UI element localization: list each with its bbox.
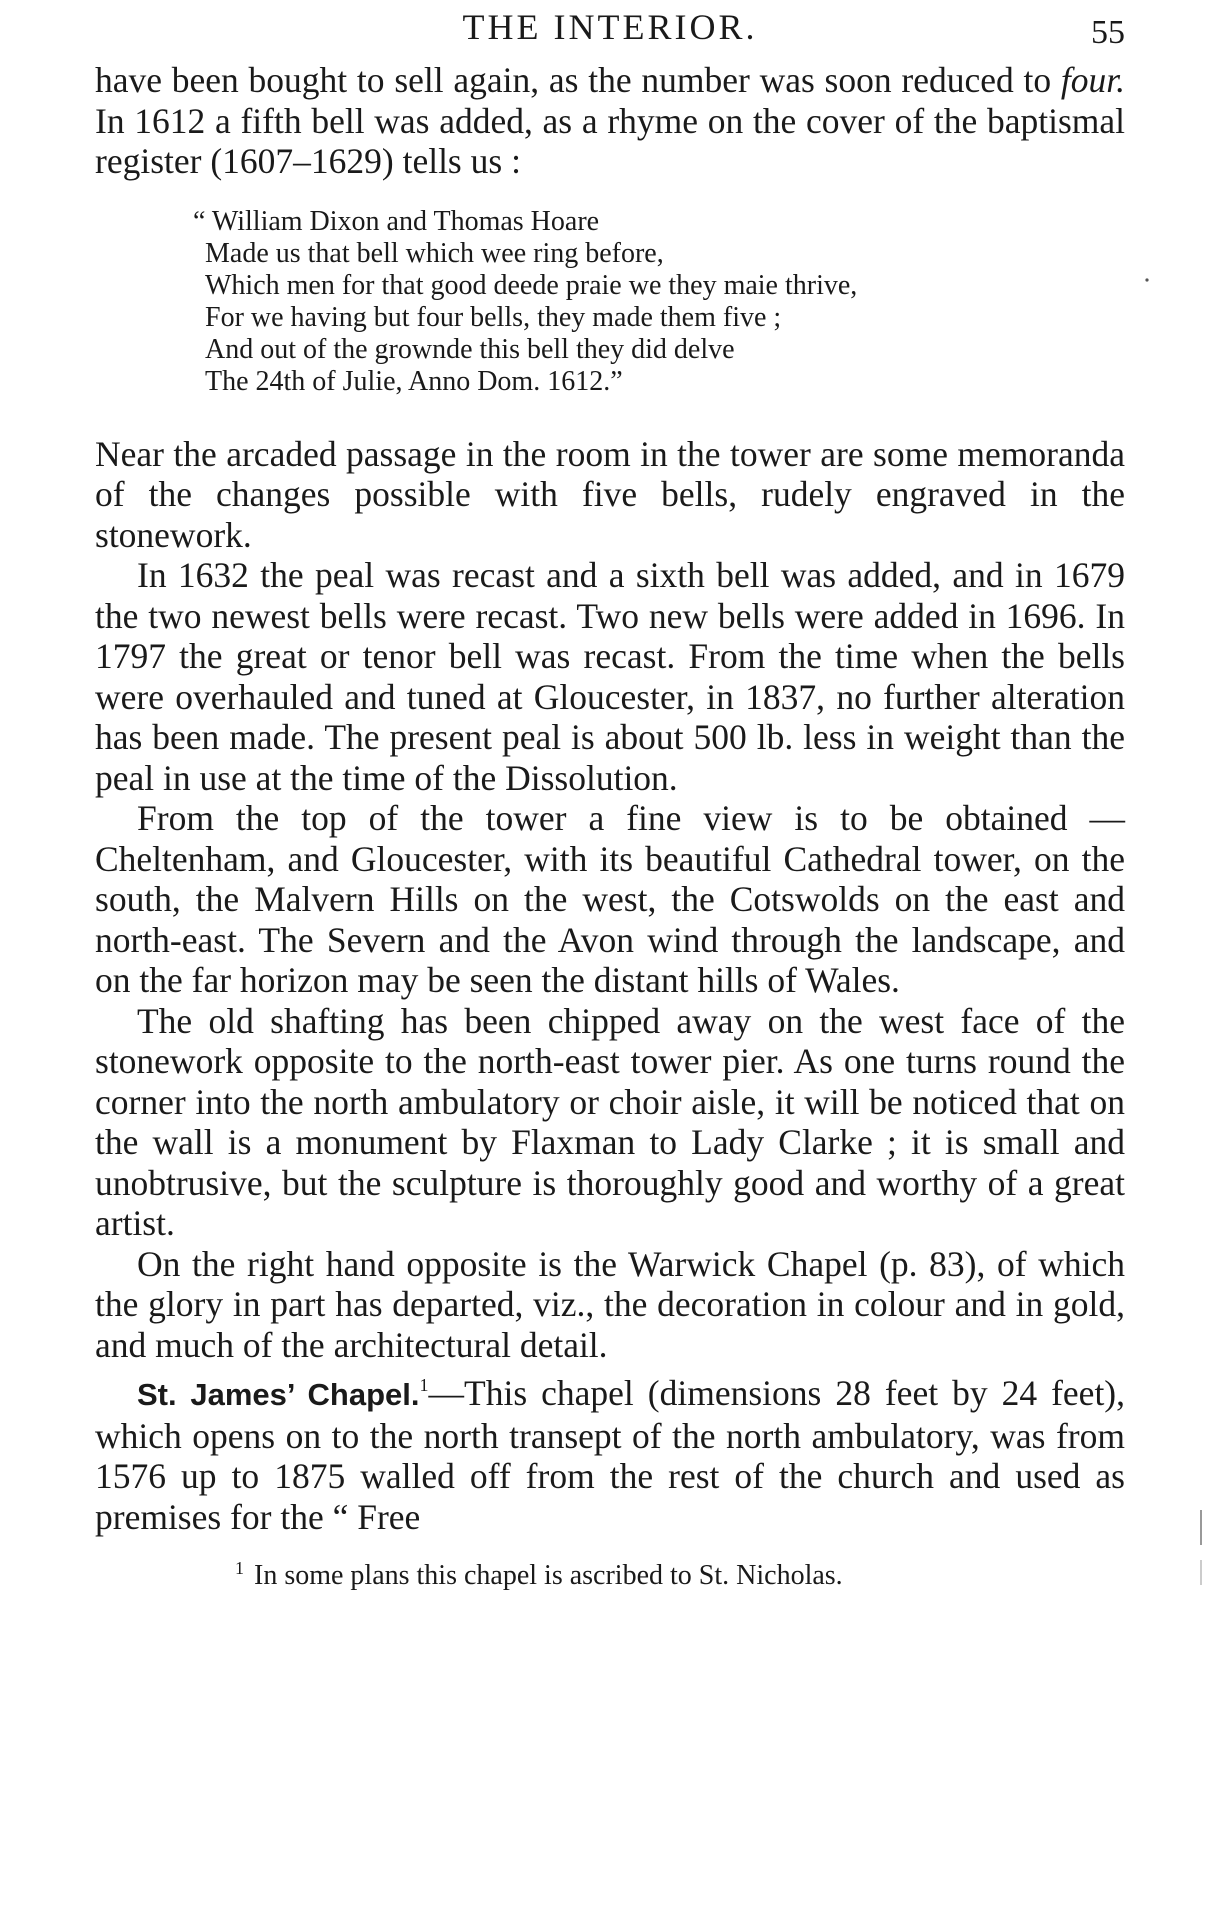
paragraph-1-end: In 1612 a fifth bell was added, as a rhyme on the cover of the baptismal register (1607–1629) tells us : — [95, 100, 1125, 181]
footnote-text: In some plans this chapel is ascribed to St. Nicholas. — [254, 1560, 843, 1591]
running-title: THE INTERIOR. — [462, 7, 758, 47]
footnote-reference: 1 — [419, 1375, 429, 1395]
running-head — [95, 0, 1125, 60]
paragraph-5: The old shafting has been chipped away on the west face of the stonework opposite to the north-east tower pier. As one turns round the corner into the north ambulatory or choir aisle, it will be noticed that on the wall is a monument by Flaxman to Lady Clarke ; it is small and unobtrusive, but the sculpture is thoroughly good and worthy of a great artist. — [95, 1000, 1125, 1243]
main-text — [95, 60, 1125, 1537]
book-page — [95, 0, 1125, 1593]
paragraph-4: From the top of the tower a fine view is to be obtained —Cheltenham, and Gloucester, with its beautiful Cathedral tower, on the south, the Malvern Hills on the west, the Cotswolds on the east and north-east. The Severn and the Avon wind through the landscape, and on the far horizon may be seen the distant hills of Wales. — [95, 798, 1125, 1000]
section-heading: St. James’ Chapel. — [137, 1377, 420, 1412]
quote-line: The 24th of Julie, Anno Dom. 1612.” — [205, 365, 623, 397]
quote-line: Made us that bell which wee ring before, — [205, 237, 664, 269]
quote-line: “ William Dixon and Thomas Hoare — [193, 205, 600, 237]
paragraph-6: On the right hand opposite is the Warwick Chapel (p. 83), of which the glory in part has departed, viz., the decoration in colour and in gold, and much of the architectural detail. — [95, 1243, 1125, 1365]
italic-word: four. — [1060, 60, 1125, 100]
paragraph-2: Near the arcaded passage in the room in the tower are some memoranda of the changes possible with five bells, rudely engraved in the stonework. — [95, 433, 1125, 555]
page-number: 55 — [1091, 14, 1125, 51]
paragraph-7 — [95, 1365, 1125, 1537]
rhyme-quote — [193, 206, 1125, 398]
paragraph-7-text: —This chapel (dimensions 28 feet by 24 feet), which opens on to the north transept of the north ambulatory, was from 1576 up to 1875 walled off from the rest of the church and used as premises for the “ Free — [95, 1373, 1125, 1537]
scan-speck — [1145, 278, 1148, 281]
footnote-mark: 1 — [235, 1558, 244, 1578]
quote-line: Which men for that good deede praie we they maie thrive, — [205, 269, 858, 301]
paragraph-1-start: have been bought to sell again, as the number was soon reduced to — [95, 60, 1061, 100]
paragraph-3: In 1632 the peal was recast and a sixth bell was added, and in 1679 the two newest bells were recast. Two new bells were added in 1696. In 1797 the great or tenor bell was recast. From the time when the bells were overhauled and tuned at Gloucester, in 1837, no further alteration has been made. The present peal is about 500 lb. less in weight than the peal in use at the time of the Dissolution. — [95, 555, 1125, 798]
paragraph-1 — [95, 60, 1125, 182]
quote-line: For we having but four bells, they made them five ; — [205, 301, 782, 333]
footnote — [235, 1551, 1125, 1593]
quote-line: And out of the grownde this bell they did delve — [205, 333, 735, 365]
